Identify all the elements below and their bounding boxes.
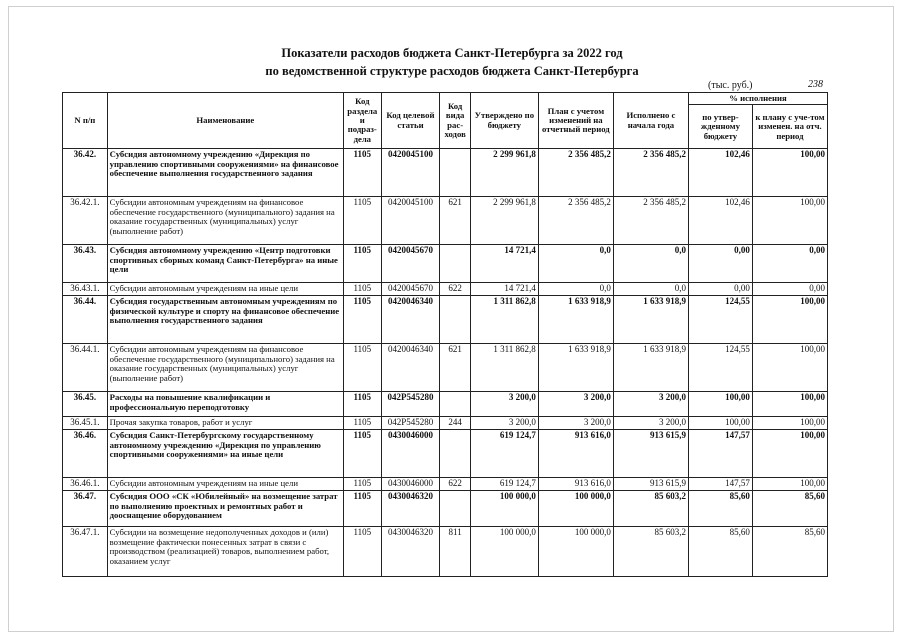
row-name: Субсидии автономным учреждениям на иные цели: [107, 283, 343, 296]
header-section-code: Код раздела и подраз-дела: [344, 93, 382, 149]
row-approved: 100 000,0: [470, 527, 538, 577]
row-type-code: 811: [440, 527, 470, 577]
row-executed: 2 356 485,2: [613, 149, 688, 197]
row-approved: 1 311 862,8: [470, 344, 538, 392]
row-section-code: 1105: [344, 344, 382, 392]
row-section-code: 1105: [344, 491, 382, 527]
row-approved: 2 299 961,8: [470, 149, 538, 197]
row-plan: 1 633 918,9: [538, 296, 613, 344]
row-section-code: 1105: [344, 283, 382, 296]
row-executed: 1 633 918,9: [613, 344, 688, 392]
row-plan: 100 000,0: [538, 491, 613, 527]
row-plan: 1 633 918,9: [538, 344, 613, 392]
header-type-code: Код вида рас-ходов: [440, 93, 470, 149]
row-target-code: 0430046000: [381, 478, 440, 491]
row-pct-budget: 147,57: [688, 478, 752, 491]
header-pct-budget: по утвер-жденному бюджету: [688, 105, 752, 149]
row-pct-plan: 100,00: [752, 417, 827, 430]
row-target-code: 042P545280: [381, 417, 440, 430]
row-type-code: 621: [440, 344, 470, 392]
row-approved: 1 311 862,8: [470, 296, 538, 344]
row-name: Субсидии на возмещение недополученных доходов и (или) возмещение фактически понесенных затрат в связи с производством (реализацией) товаров, выполнением работ, оказанием услуг: [107, 527, 343, 577]
row-type-code: [440, 392, 470, 417]
row-pct-plan: 0,00: [752, 283, 827, 296]
row-pct-budget: 102,46: [688, 149, 752, 197]
row-target-code: 0420045100: [381, 149, 440, 197]
table-row: [63, 430, 828, 478]
table-row: [63, 197, 828, 245]
row-type-code: [440, 149, 470, 197]
row-name: Субсидии автономным учреждениям на финансовое обеспечение государственного (муниципального) задания на оказание государственных (муниципальных) услуг (выполнение работ): [107, 344, 343, 392]
row-type-code: [440, 430, 470, 478]
row-pct-budget: 0,00: [688, 245, 752, 283]
row-approved: 100 000,0: [470, 491, 538, 527]
row-pct-budget: 100,00: [688, 417, 752, 430]
table-row: [63, 478, 828, 491]
header-num: N п/п: [63, 93, 108, 149]
row-pct-plan: 100,00: [752, 478, 827, 491]
row-plan: 0,0: [538, 283, 613, 296]
table-row: [63, 245, 828, 283]
row-approved: 14 721,4: [470, 245, 538, 283]
table-row: [63, 527, 828, 577]
row-pct-plan: 100,00: [752, 149, 827, 197]
row-name: Субсидия государственным автономным учреждениям по физической культуре и спорту на финансовое обеспечение выполнения государственного задания: [107, 296, 343, 344]
row-number: 36.44.1.: [63, 344, 108, 392]
row-target-code: 0420045670: [381, 245, 440, 283]
table-row: [63, 149, 828, 197]
row-name: Прочая закупка товаров, работ и услуг: [107, 417, 343, 430]
header-percent-group: % исполнения: [688, 93, 827, 105]
page-number: 238: [808, 79, 823, 90]
row-approved: 3 200,0: [470, 392, 538, 417]
row-executed: 85 603,2: [613, 527, 688, 577]
row-name: Субсидия Санкт-Петербургскому государственному автономному учреждению «Дирекция по управлению спортивными сооружениями» на иные цели: [107, 430, 343, 478]
row-section-code: 1105: [344, 417, 382, 430]
row-section-code: 1105: [344, 245, 382, 283]
row-plan: 913 616,0: [538, 430, 613, 478]
row-section-code: 1105: [344, 392, 382, 417]
header-name: Наименование: [107, 93, 343, 149]
row-executed: 0,0: [613, 283, 688, 296]
header-plan: План с учетом изменений на отчетный период: [538, 93, 613, 149]
row-plan: 913 616,0: [538, 478, 613, 491]
document-title-line-1: Показатели расходов бюджета Санкт-Петербурга за 2022 год: [281, 46, 623, 60]
row-approved: 14 721,4: [470, 283, 538, 296]
row-pct-budget: 124,55: [688, 344, 752, 392]
row-section-code: 1105: [344, 527, 382, 577]
table-row: [63, 283, 828, 296]
table-row: [63, 296, 828, 344]
row-number: 36.46.: [63, 430, 108, 478]
row-target-code: 0430046320: [381, 527, 440, 577]
row-plan: 100 000,0: [538, 527, 613, 577]
row-plan: 0,0: [538, 245, 613, 283]
row-executed: 913 615,9: [613, 478, 688, 491]
row-number: 36.42.1.: [63, 197, 108, 245]
row-pct-plan: 100,00: [752, 344, 827, 392]
row-number: 36.45.: [63, 392, 108, 417]
units-label: (тыс. руб.): [708, 80, 753, 91]
row-number: 36.47.: [63, 491, 108, 527]
row-target-code: 0420045100: [381, 197, 440, 245]
row-name: Субсидии автономным учреждениям на финансовое обеспечение государственного (муниципального) задания на оказание государственных (муниципальных) услуг (выполнение работ): [107, 197, 343, 245]
row-pct-budget: 85,60: [688, 491, 752, 527]
row-section-code: 1105: [344, 478, 382, 491]
row-number: 36.44.: [63, 296, 108, 344]
row-type-code: 622: [440, 283, 470, 296]
row-executed: 1 633 918,9: [613, 296, 688, 344]
row-executed: 3 200,0: [613, 392, 688, 417]
row-plan: 3 200,0: [538, 392, 613, 417]
row-plan: 2 356 485,2: [538, 197, 613, 245]
header-executed: Исполнено с начала года: [613, 93, 688, 149]
row-approved: 619 124,7: [470, 478, 538, 491]
row-type-code: [440, 296, 470, 344]
row-executed: 85 603,2: [613, 491, 688, 527]
row-target-code: 0430046320: [381, 491, 440, 527]
row-pct-plan: 85,60: [752, 527, 827, 577]
budget-table: [62, 92, 828, 577]
row-name: Расходы на повышение квалификации и профессиональную переподготовку: [107, 392, 343, 417]
row-section-code: 1105: [344, 430, 382, 478]
row-section-code: 1105: [344, 296, 382, 344]
row-number: 36.47.1.: [63, 527, 108, 577]
table-row: [63, 392, 828, 417]
row-number: 36.46.1.: [63, 478, 108, 491]
row-pct-plan: 0,00: [752, 245, 827, 283]
row-executed: 3 200,0: [613, 417, 688, 430]
row-approved: 3 200,0: [470, 417, 538, 430]
row-pct-plan: 100,00: [752, 392, 827, 417]
row-target-code: 042P545280: [381, 392, 440, 417]
row-approved: 2 299 961,8: [470, 197, 538, 245]
row-pct-budget: 100,00: [688, 392, 752, 417]
row-number: 36.43.: [63, 245, 108, 283]
row-pct-plan: 100,00: [752, 296, 827, 344]
row-number: 36.45.1.: [63, 417, 108, 430]
row-executed: 2 356 485,2: [613, 197, 688, 245]
row-name: Субсидия автономному учреждению «Центр подготовки спортивных сборных команд Санкт-Петербурга» на иные цели: [107, 245, 343, 283]
row-type-code: [440, 245, 470, 283]
row-type-code: [440, 491, 470, 527]
row-pct-budget: 0,00: [688, 283, 752, 296]
row-approved: 619 124,7: [470, 430, 538, 478]
table-row: [63, 417, 828, 430]
row-number: 36.43.1.: [63, 283, 108, 296]
row-pct-plan: 100,00: [752, 430, 827, 478]
row-target-code: 0420045670: [381, 283, 440, 296]
row-target-code: 0420046340: [381, 344, 440, 392]
row-pct-budget: 124,55: [688, 296, 752, 344]
header-pct-plan: к плану с уче-том изменен. на отч. период: [752, 105, 827, 149]
row-plan: 2 356 485,2: [538, 149, 613, 197]
row-plan: 3 200,0: [538, 417, 613, 430]
row-pct-plan: 85,60: [752, 491, 827, 527]
header-target-code: Код целевой статьи: [381, 93, 440, 149]
row-name: Субсидии автономным учреждениям на иные цели: [107, 478, 343, 491]
row-type-code: 244: [440, 417, 470, 430]
row-type-code: 621: [440, 197, 470, 245]
row-name: Субсидия ООО «СК «Юбилейный» на возмещение затрат по выполнению проектных и ремонтных работ и дооснащение оборудованием: [107, 491, 343, 527]
row-pct-budget: 147,57: [688, 430, 752, 478]
row-target-code: 0430046000: [381, 430, 440, 478]
document-title-line-2: по ведомственной структуре расходов бюджета Санкт-Петербурга: [265, 64, 639, 78]
row-type-code: 622: [440, 478, 470, 491]
row-executed: 913 615,9: [613, 430, 688, 478]
row-section-code: 1105: [344, 149, 382, 197]
table-row: [63, 491, 828, 527]
row-pct-plan: 100,00: [752, 197, 827, 245]
row-target-code: 0420046340: [381, 296, 440, 344]
row-section-code: 1105: [344, 197, 382, 245]
row-name: Субсидия автономному учреждению «Дирекция по управлению спортивными сооружениями» на финансовое обеспечение выполнения государственного задания: [107, 149, 343, 197]
row-executed: 0,0: [613, 245, 688, 283]
table-row: [63, 344, 828, 392]
row-pct-budget: 85,60: [688, 527, 752, 577]
row-pct-budget: 102,46: [688, 197, 752, 245]
row-number: 36.42.: [63, 149, 108, 197]
header-approved: Утверждено по бюджету: [470, 93, 538, 149]
